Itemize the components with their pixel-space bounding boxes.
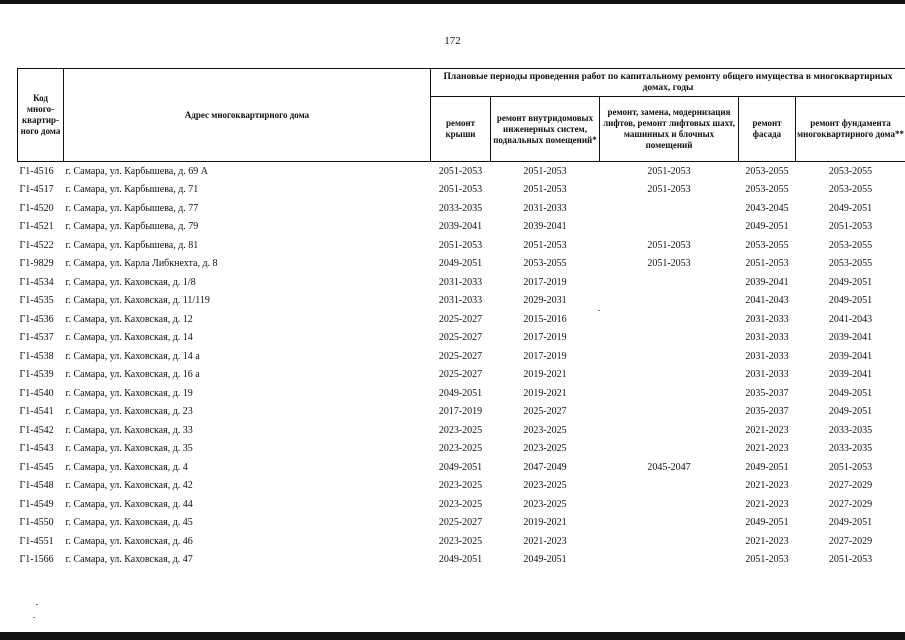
lifts-period-cell xyxy=(600,477,739,496)
lifts-period-cell xyxy=(600,440,739,459)
address-cell: г. Самара, ул. Каховская, д. 33 xyxy=(65,424,193,436)
lifts-period-cell: 2051-2053 xyxy=(647,258,691,270)
systems-period-cell: 2039-2041 xyxy=(523,221,567,233)
foundation-period-cell: 2027-2029 xyxy=(828,480,873,492)
lifts-period-cell: 2051-2053 xyxy=(647,184,691,196)
facade-period-cell: 2021-2023 xyxy=(745,498,789,510)
systems-period-cell: 2031-2033 xyxy=(523,202,567,214)
foundation-period-cell: 2051-2053 xyxy=(828,221,873,233)
table-row xyxy=(18,532,905,551)
house-code-cell: Г1-4537 xyxy=(19,332,54,344)
house-code-cell: Г1-4516 xyxy=(19,165,54,177)
table-row xyxy=(18,366,905,385)
house-code-cell: Г1-4541 xyxy=(19,406,54,418)
foundation-period-cell: 2039-2041 xyxy=(828,332,873,344)
address-cell: г. Самара, ул. Каховская, д. 4 xyxy=(65,461,188,473)
address-cell: г. Самара, ул. Каховская, д. 14 а xyxy=(65,350,200,362)
facade-period-cell: 2041-2043 xyxy=(745,295,789,307)
foundation-period-cell: 2051-2053 xyxy=(828,554,873,566)
header-roof-repair: ремонт крыши xyxy=(431,97,491,162)
house-code-cell: Г1-4517 xyxy=(19,184,54,196)
header-foundation-repair: ремонт фундамента многоквартирного дома** xyxy=(796,97,905,162)
foundation-period-cell: 2049-2051 xyxy=(828,517,873,529)
bottom-scan-border xyxy=(0,632,905,640)
systems-period-cell: 2047-2049 xyxy=(523,461,567,473)
lifts-period-cell xyxy=(600,514,739,533)
facade-period-cell: 2053-2055 xyxy=(745,184,789,196)
lifts-period-cell xyxy=(600,384,739,403)
table-row xyxy=(18,181,905,200)
house-code-cell: Г1-4535 xyxy=(19,295,54,307)
systems-period-cell: 2021-2023 xyxy=(523,535,567,547)
facade-period-cell: 2053-2055 xyxy=(745,239,789,251)
facade-period-cell: 2035-2037 xyxy=(745,406,789,418)
roof-period-cell: 2051-2053 xyxy=(438,184,483,196)
facade-period-cell: 2049-2051 xyxy=(745,461,789,473)
house-code-cell: Г1-4545 xyxy=(19,461,54,473)
foundation-period-cell: 2049-2051 xyxy=(828,202,873,214)
table-row xyxy=(18,384,905,403)
systems-period-cell: 2051-2053 xyxy=(523,239,567,251)
roof-period-cell: 2017-2019 xyxy=(438,406,483,418)
foundation-period-cell: 2049-2051 xyxy=(828,387,873,399)
roof-period-cell: 2033-2035 xyxy=(438,202,483,214)
lifts-period-cell: 2051-2053 xyxy=(647,165,691,177)
house-code-cell: Г1-4538 xyxy=(19,350,54,362)
roof-period-cell: 2049-2051 xyxy=(438,554,483,566)
roof-period-cell: 2025-2027 xyxy=(438,313,483,325)
foundation-period-cell: 2039-2041 xyxy=(828,350,873,362)
address-cell: г. Самара, ул. Каховская, д. 16 а xyxy=(65,369,200,381)
lifts-period-cell xyxy=(600,495,739,514)
table-row xyxy=(18,347,905,366)
systems-period-cell: 2017-2019 xyxy=(523,276,567,288)
address-cell: г. Самара, ул. Каховская, д. 47 xyxy=(65,554,193,566)
facade-period-cell: 2021-2023 xyxy=(745,424,789,436)
address-cell: г. Самара, ул. Каховская, д. 42 xyxy=(65,480,193,492)
roof-period-cell: 2025-2027 xyxy=(438,350,483,362)
header-planned-periods: Плановые периоды проведения работ по капитальному ремонту общего имущества в многоквартирных домах, годы xyxy=(431,69,905,97)
facade-period-cell: 2049-2051 xyxy=(745,517,789,529)
lifts-period-cell xyxy=(600,292,739,311)
address-cell: г. Самара, ул. Каховская, д. 11/119 xyxy=(65,295,210,307)
house-code-cell: Г1-4520 xyxy=(19,202,54,214)
lifts-period-cell xyxy=(600,310,739,329)
facade-period-cell: 2031-2033 xyxy=(745,369,789,381)
address-cell: г. Самара, ул. Каховская, д. 12 xyxy=(65,313,193,325)
lifts-period-cell xyxy=(600,403,739,422)
roof-period-cell: 2051-2053 xyxy=(438,239,483,251)
house-code-cell: Г1-4550 xyxy=(19,517,54,529)
roof-period-cell: 2023-2025 xyxy=(438,443,483,455)
header-address: Адрес многоквартирного дома xyxy=(64,69,431,162)
facade-period-cell: 2031-2033 xyxy=(745,332,789,344)
house-code-cell: Г1-4551 xyxy=(19,535,54,547)
systems-period-cell: 2051-2053 xyxy=(523,184,567,196)
systems-period-cell: 2049-2051 xyxy=(523,554,567,566)
table-row xyxy=(18,495,905,514)
foundation-period-cell: 2049-2051 xyxy=(828,406,873,418)
foundation-period-cell: 2033-2035 xyxy=(828,424,873,436)
address-cell: г. Самара, ул. Каховская, д. 45 xyxy=(65,517,193,529)
roof-period-cell: 2025-2027 xyxy=(438,369,483,381)
lifts-period-cell xyxy=(600,551,739,570)
roof-period-cell: 2051-2053 xyxy=(438,165,483,177)
roof-period-cell: 2025-2027 xyxy=(438,332,483,344)
facade-period-cell: 2031-2033 xyxy=(745,313,789,325)
house-code-cell: Г1-4548 xyxy=(19,480,54,492)
header-lifts: ремонт, замена, модернизация лифтов, ремонт лифтовых шахт, машинных и блочных помещений xyxy=(600,97,739,162)
table-row xyxy=(18,458,905,477)
lifts-period-cell xyxy=(600,218,739,237)
house-code-cell: Г1-4536 xyxy=(19,313,54,325)
facade-period-cell: 2053-2055 xyxy=(745,165,789,177)
header-house-code: Код много-квартир-ного дома xyxy=(18,69,64,162)
facade-period-cell: 2039-2041 xyxy=(745,276,789,288)
lifts-period-cell: 2045-2047 xyxy=(647,461,691,473)
house-code-cell: Г1-4542 xyxy=(19,424,54,436)
systems-period-cell: 2029-2031 xyxy=(523,295,567,307)
table-row xyxy=(18,421,905,440)
address-cell: г. Самара, ул. Каховская, д. 44 xyxy=(65,498,193,510)
systems-period-cell: 2051-2053 xyxy=(523,165,567,177)
roof-period-cell: 2025-2027 xyxy=(438,517,483,529)
address-cell: г. Самара, ул. Каховская, д. 19 xyxy=(65,387,193,399)
roof-period-cell: 2023-2025 xyxy=(438,535,483,547)
systems-period-cell: 2015-2016 xyxy=(523,313,567,325)
lifts-period-cell xyxy=(600,273,739,292)
address-cell: г. Самара, ул. Каховская, д. 1/8 xyxy=(65,276,196,288)
systems-period-cell: 2023-2025 xyxy=(523,424,567,436)
address-cell: г. Самара, ул. Каховская, д. 35 xyxy=(65,443,193,455)
table-row xyxy=(18,514,905,533)
house-code-cell: Г1-4540 xyxy=(19,387,54,399)
roof-period-cell: 2023-2025 xyxy=(438,424,483,436)
systems-period-cell: 2025-2027 xyxy=(523,406,567,418)
foundation-period-cell: 2053-2055 xyxy=(828,258,873,270)
roof-period-cell: 2039-2041 xyxy=(438,221,483,233)
table-row xyxy=(18,440,905,459)
scan-speck xyxy=(36,604,38,605)
facade-period-cell: 2035-2037 xyxy=(745,387,789,399)
house-code-cell: Г1-4522 xyxy=(19,239,54,251)
header-facade-repair: ремонт фасада xyxy=(739,97,796,162)
facade-period-cell: 2043-2045 xyxy=(745,202,789,214)
foundation-period-cell: 2033-2035 xyxy=(828,443,873,455)
address-cell: г. Самара, ул. Каховская, д. 23 xyxy=(65,406,193,418)
address-cell: г. Самара, ул. Карбышева, д. 69 А xyxy=(65,165,209,177)
table-row xyxy=(18,310,905,329)
facade-period-cell: 2051-2053 xyxy=(745,258,789,270)
foundation-period-cell: 2027-2029 xyxy=(828,535,873,547)
systems-period-cell: 2023-2025 xyxy=(523,480,567,492)
foundation-period-cell: 2049-2051 xyxy=(828,295,873,307)
systems-period-cell: 2017-2019 xyxy=(523,350,567,362)
top-scan-border xyxy=(0,0,905,4)
foundation-period-cell: 2027-2029 xyxy=(828,498,873,510)
table-row xyxy=(18,329,905,348)
table-row xyxy=(18,199,905,218)
table-row xyxy=(18,236,905,255)
house-code-cell: Г1-9829 xyxy=(19,258,54,270)
address-cell: г. Самара, ул. Карбышева, д. 71 xyxy=(65,184,199,196)
systems-period-cell: 2023-2025 xyxy=(523,498,567,510)
table-body xyxy=(18,162,905,570)
house-code-cell: Г1-4543 xyxy=(19,443,54,455)
foundation-period-cell: 2051-2053 xyxy=(828,461,873,473)
address-cell: г. Самара, ул. Карбышева, д. 77 xyxy=(65,202,199,214)
roof-period-cell: 2049-2051 xyxy=(438,387,483,399)
facade-period-cell: 2021-2023 xyxy=(745,535,789,547)
table-row xyxy=(18,255,905,274)
scan-speck xyxy=(598,310,600,311)
address-cell: г. Самара, ул. Карла Либкнехта, д. 8 xyxy=(65,258,218,270)
roof-period-cell: 2023-2025 xyxy=(438,498,483,510)
facade-period-cell: 2021-2023 xyxy=(745,443,789,455)
facade-period-cell: 2021-2023 xyxy=(745,480,789,492)
roof-period-cell: 2049-2051 xyxy=(438,258,483,270)
foundation-period-cell: 2053-2055 xyxy=(828,184,873,196)
foundation-period-cell: 2039-2041 xyxy=(828,369,873,381)
header-engineering-systems: ремонт внутридомовых инженерных систем, подвальных помещений* xyxy=(491,97,600,162)
address-cell: г. Самара, ул. Каховская, д. 14 xyxy=(65,332,193,344)
table-row xyxy=(18,218,905,237)
lifts-period-cell xyxy=(600,329,739,348)
systems-period-cell: 2019-2021 xyxy=(523,387,567,399)
lifts-period-cell xyxy=(600,532,739,551)
address-cell: г. Самара, ул. Карбышева, д. 79 xyxy=(65,221,199,233)
roof-period-cell: 2031-2033 xyxy=(438,276,483,288)
lifts-period-cell xyxy=(600,366,739,385)
systems-period-cell: 2023-2025 xyxy=(523,443,567,455)
lifts-period-cell xyxy=(600,199,739,218)
table-row xyxy=(18,162,905,181)
address-cell: г. Самара, ул. Каховская, д. 46 xyxy=(65,535,193,547)
page-number: 172 xyxy=(444,35,461,47)
house-code-cell: Г1-4549 xyxy=(19,498,54,510)
systems-period-cell: 2019-2021 xyxy=(523,369,567,381)
foundation-period-cell: 2053-2055 xyxy=(828,239,873,251)
foundation-period-cell: 2041-2043 xyxy=(828,313,873,325)
systems-period-cell: 2019-2021 xyxy=(523,517,567,529)
capital-repair-schedule-table xyxy=(17,68,905,569)
lifts-period-cell: 2051-2053 xyxy=(647,239,691,251)
facade-period-cell: 2049-2051 xyxy=(745,221,789,233)
systems-period-cell: 2053-2055 xyxy=(523,258,567,270)
facade-period-cell: 2051-2053 xyxy=(745,554,789,566)
table-row xyxy=(18,477,905,496)
scan-speck xyxy=(33,617,35,618)
address-cell: г. Самара, ул. Карбышева, д. 81 xyxy=(65,239,199,251)
lifts-period-cell xyxy=(600,421,739,440)
table-row xyxy=(18,551,905,570)
roof-period-cell: 2049-2051 xyxy=(438,461,483,473)
systems-period-cell: 2017-2019 xyxy=(523,332,567,344)
lifts-period-cell xyxy=(600,347,739,366)
table-row xyxy=(18,403,905,422)
roof-period-cell: 2023-2025 xyxy=(438,480,483,492)
house-code-cell: Г1-4539 xyxy=(19,369,54,381)
table-row xyxy=(18,292,905,311)
house-code-cell: Г1-4534 xyxy=(19,276,54,288)
foundation-period-cell: 2049-2051 xyxy=(828,276,873,288)
house-code-cell: Г1-1566 xyxy=(19,554,54,566)
facade-period-cell: 2031-2033 xyxy=(745,350,789,362)
foundation-period-cell: 2053-2055 xyxy=(828,165,873,177)
roof-period-cell: 2031-2033 xyxy=(438,295,483,307)
house-code-cell: Г1-4521 xyxy=(19,221,54,233)
table-row xyxy=(18,273,905,292)
